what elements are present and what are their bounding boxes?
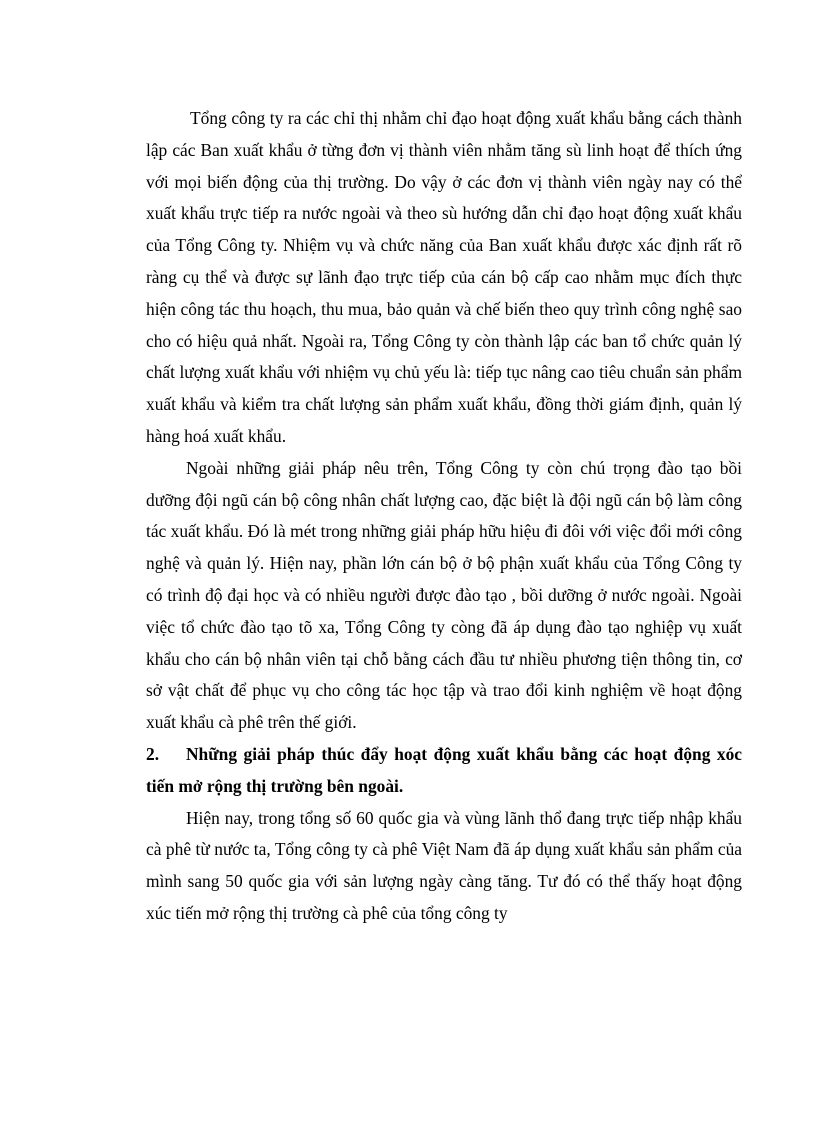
section-heading-text: Những giải pháp thúc đẩy hoạt động xuất khẩu bằng các hoạt động xóc tiến mở rộng thị trường bên ngoài. [146,743,742,796]
document-page [146,103,742,930]
paragraph-export-boards: Tổng công ty ra các chỉ thị nhằm chỉ đạo hoạt động xuất khẩu bằng cách thành lập các Ban xuất khẩu ở từng đơn vị thành viên nhằm tăng sù linh hoạt để thích ứng với mọi biến động của thị trường. Do vậy ở các đơn vị thành viên ngày nay có thể xuất khẩu trực tiếp ra nước ngoài và theo sù hướng dẫn chỉ đạo hoạt động xuất khẩu của Tổng Công ty. Nhiệm vụ và chức năng của Ban xuất khẩu được xác định rất rõ ràng cụ thể và được sự lãnh đạo trực tiếp của cán bộ cấp cao nhằm mục đích thực hiện công tác thu hoạch, thu mua, bảo quản và chế biến theo quy trình công nghệ sao cho có hiệu quả nhất. Ngoài ra, Tổng Công ty còn thành lập các ban tổ chức quản lý chất lượng xuất khẩu với nhiệm vụ chủ yếu là: tiếp tục nâng cao tiêu chuẩn sản phẩm xuất khẩu và kiểm tra chất lượng sản phẩm xuất khẩu, đồng thời giám định, quản lý hàng hoá xuất khẩu. [146,108,742,446]
paragraph-market-promotion: Hiện nay, trong tổng số 60 quốc gia và vùng lãnh thổ đang trực tiếp nhập khẩu cà phê từ nước ta, Tổng công ty cà phê Việt Nam đã áp dụng xuất khẩu sản phẩm của mình sang 50 quốc gia với sản lượng ngày càng tăng. Tư đó có thể thấy hoạt động xúc tiến mở rộng thị trường cà phê của tổng công ty [146,807,742,923]
paragraph-staff-training: Ngoài những giải pháp nêu trên, Tổng Công ty còn chú trọng đào tạo bồi dưỡng đội ngũ cán bộ công nhân chất lượng cao, đặc biệt là đội ngũ cán bộ làm công tác xuất khẩu. Đó là mét trong những giải pháp hữu hiệu đi đôi với việc đổi mới công nghệ và quản lý. Hiện nay, phần lớn cán bộ ở bộ phận xuất khẩu của Tổng Công ty có trình độ đại học và có nhiều người được đào tạo , bồi dưỡng ở nước ngoài. Ngoài việc tổ chức đào tạo tõ xa, Tổng Công ty còng đã áp dụng đào tạo nghiệp vụ xuất khẩu cho cán bộ nhân viên tại chỗ bằng cách đầu tư nhiều phương tiện thông tin, cơ sở vật chất để phục vụ cho công tác học tập và trao đổi kinh nghiệm về hoạt động xuất khẩu cà phê trên thế giới. [146,457,742,733]
section-heading [146,739,742,803]
section-heading-number: 2. [146,743,160,764]
